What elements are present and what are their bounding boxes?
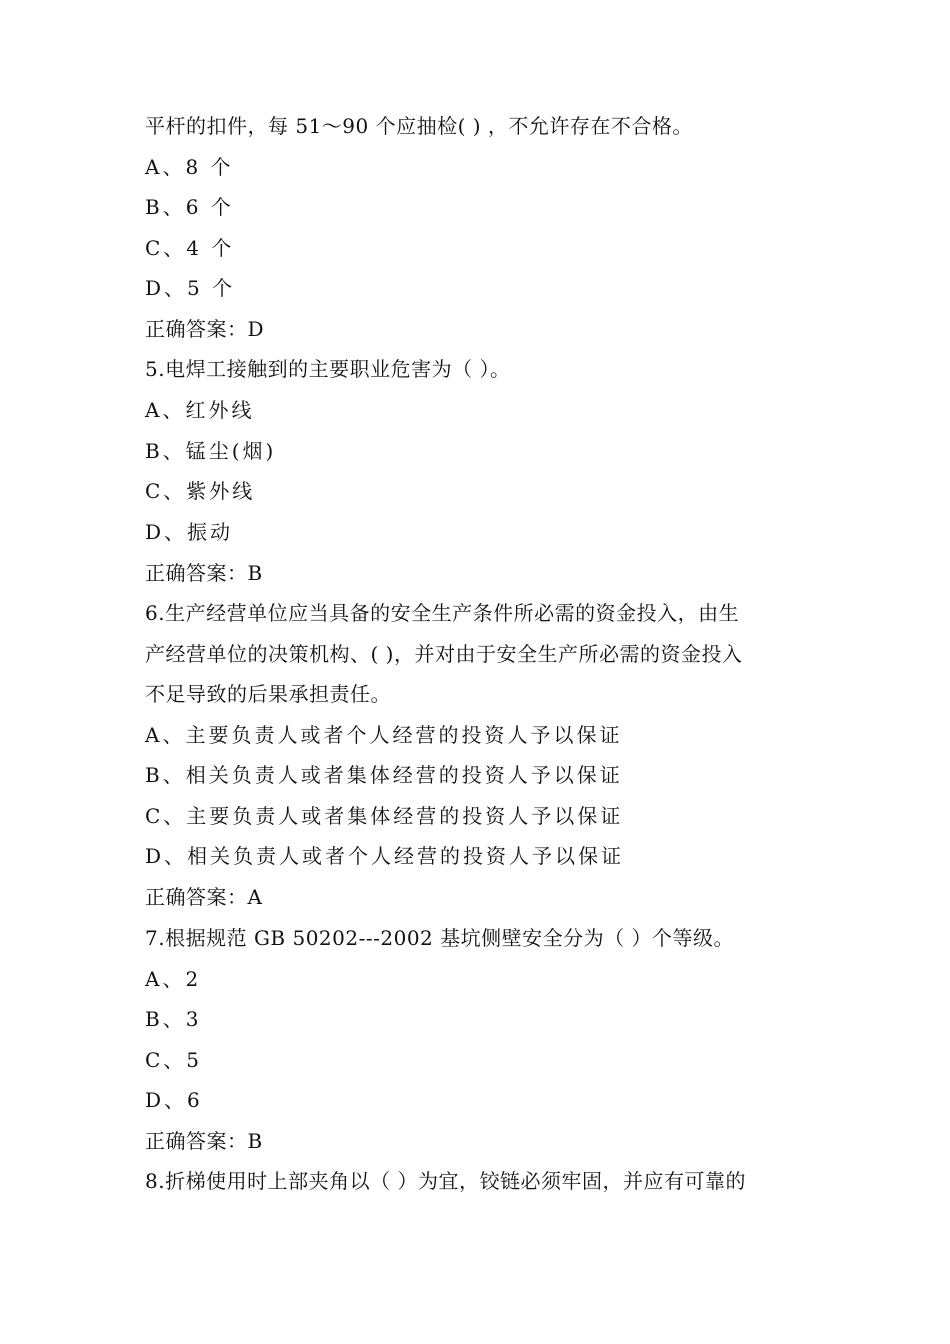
question-text-line: 不足导致的后果承担责任。	[145, 682, 391, 706]
question-text-line: 平杆的扣件，每 51～90 个应抽检( ) ，不允许存在不合格。	[145, 114, 693, 138]
option-d: D、振动	[145, 520, 234, 544]
option-d: D、6	[145, 1088, 203, 1112]
option-a: A、主要负责人或者个人经营的投资人予以保证	[145, 723, 623, 747]
option-b: B、3	[145, 1007, 202, 1031]
option-b: B、6 个	[145, 195, 234, 219]
option-c: C、5	[145, 1048, 203, 1072]
correct-answer: 正确答案：A	[145, 885, 263, 909]
option-b: B、相关负责人或者集体经营的投资人予以保证	[145, 763, 623, 787]
option-d: D、相关负责人或者个人经营的投资人予以保证	[145, 844, 625, 868]
question-text-line: 产经营单位的决策机构、( )，并对由于安全生产所必需的资金投入	[145, 642, 743, 666]
question-text-line: 6.生产经营单位应当具备的安全生产条件所必需的资金投入，由生	[145, 601, 740, 625]
option-a: A、8 个	[145, 155, 234, 179]
option-a: A、2	[145, 967, 202, 991]
question-text-line: 5.电焊工接触到的主要职业危害为（ ）。	[145, 357, 511, 381]
question-text-line: 7.根据规范 GB 50202---2002 基坑侧壁安全分为（ ）个等级。	[145, 926, 734, 950]
question-text-line: 8.折梯使用时上部夹角以（ ）为宜，铰链必须牢固，并应有可靠的	[145, 1169, 746, 1193]
correct-answer: 正确答案：D	[145, 317, 265, 341]
option-c: C、主要负责人或者集体经营的投资人予以保证	[145, 804, 624, 828]
option-c: C、紫外线	[145, 479, 256, 503]
correct-answer: 正确答案：B	[145, 1129, 263, 1153]
option-c: C、4 个	[145, 236, 235, 260]
correct-answer: 正确答案：B	[145, 561, 263, 585]
option-a: A、红外线	[145, 398, 255, 422]
option-b: B、锰尘(烟)	[145, 439, 277, 463]
option-d: D、5 个	[145, 276, 236, 300]
